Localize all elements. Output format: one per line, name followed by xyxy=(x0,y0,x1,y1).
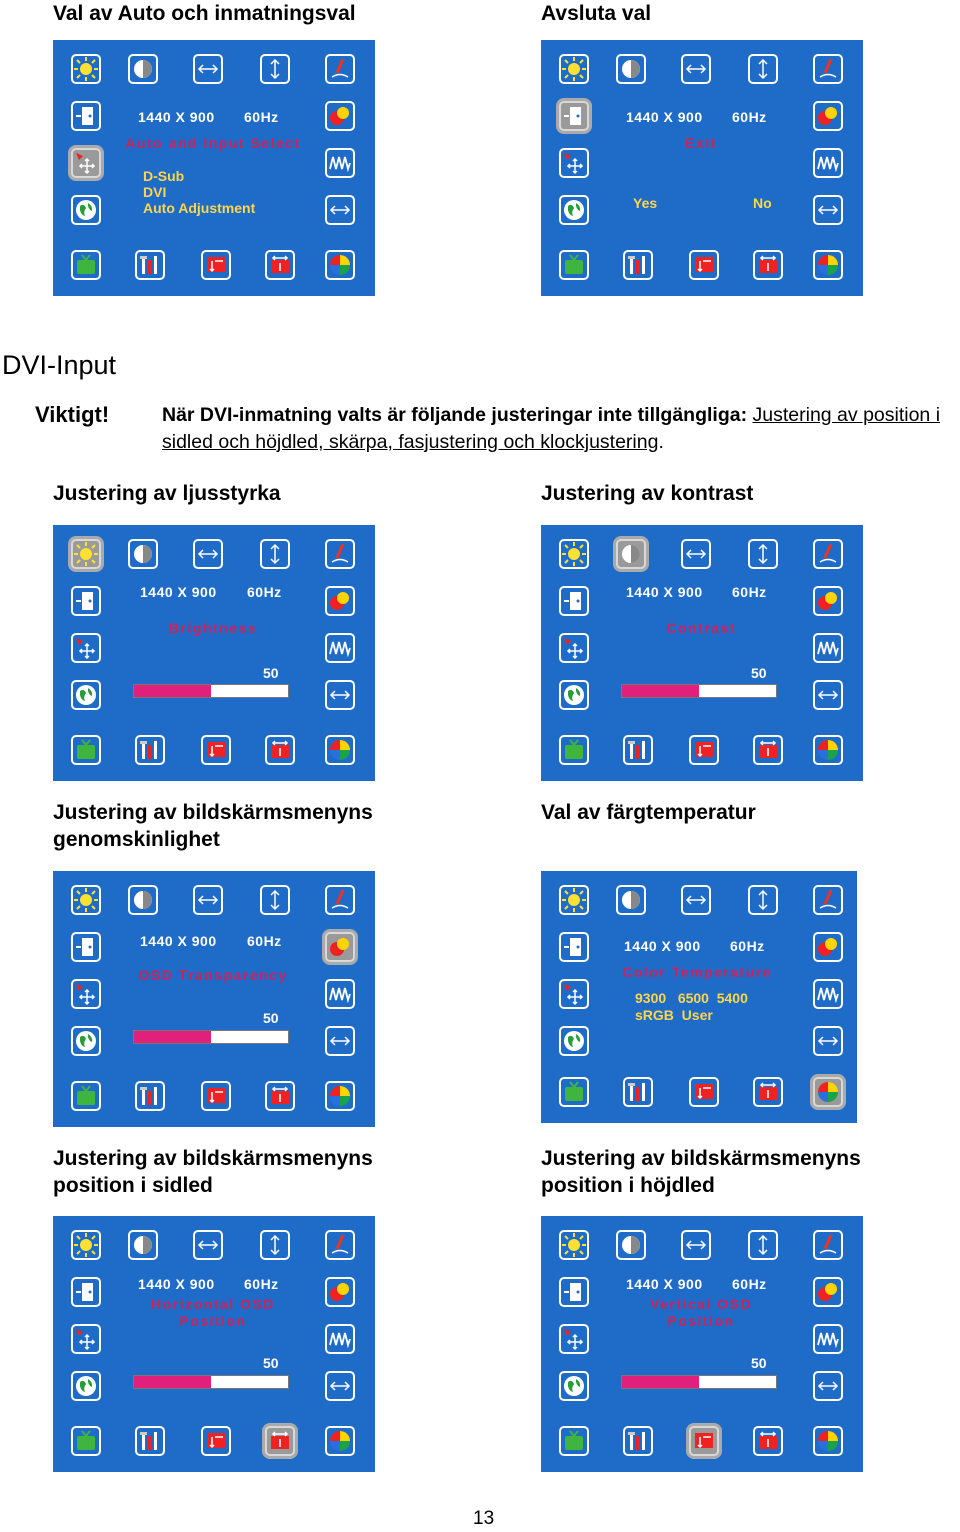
tv-icon xyxy=(559,250,589,280)
color-dots-icon xyxy=(813,932,843,962)
caption-color-temp: Val av färgtemperatur xyxy=(541,801,756,824)
arrows-flag-icon xyxy=(753,1426,783,1456)
osd-resolution: 1440 X 900 xyxy=(626,109,703,125)
pie-icon xyxy=(813,1426,843,1456)
pen-icon xyxy=(325,885,355,915)
horizontal-arrows-icon xyxy=(193,885,223,915)
osd-option-no: No xyxy=(753,195,772,211)
horizontal-arrows-icon xyxy=(813,1026,843,1056)
tools-icon xyxy=(623,250,653,280)
color-dots-icon xyxy=(813,1277,843,1307)
osd-temp-row2: sRGB User xyxy=(635,1007,713,1023)
color-dots-icon xyxy=(813,101,843,131)
osd-level-fill xyxy=(134,1031,211,1043)
pie-icon xyxy=(813,1077,843,1107)
osd-level-bar xyxy=(133,684,289,698)
door-icon xyxy=(559,586,589,616)
move-icon xyxy=(71,633,101,663)
globe-icon xyxy=(71,680,101,710)
globe-icon xyxy=(71,1371,101,1401)
osd-value: 50 xyxy=(751,665,767,681)
globe-icon xyxy=(559,1371,589,1401)
important-label: Viktigt! xyxy=(35,402,110,427)
flag-icon xyxy=(201,1426,231,1456)
sun-icon xyxy=(71,54,101,84)
osd-title: Color Temperature xyxy=(622,964,772,980)
pen-icon xyxy=(813,54,843,84)
sun-icon xyxy=(71,539,101,569)
caption-h-position: Justering av bildskärmsmenyns position i sidled xyxy=(53,1147,373,1197)
osd-title: Brightness xyxy=(168,620,258,636)
arrows-flag-icon xyxy=(265,1426,295,1456)
osd-resolution: 1440 X 900 xyxy=(140,933,217,949)
osd-refresh: 60Hz xyxy=(247,933,282,949)
caption-contrast: Justering av kontrast xyxy=(541,482,754,505)
wave-icon xyxy=(325,1324,355,1354)
door-icon xyxy=(71,1277,101,1307)
horizontal-arrows-icon xyxy=(813,195,843,225)
contrast-icon xyxy=(616,1230,646,1260)
vertical-arrows-icon xyxy=(748,539,778,569)
osd-title: Auto and Input Select xyxy=(125,135,301,151)
flag-icon xyxy=(689,735,719,765)
vertical-arrows-icon xyxy=(748,1230,778,1260)
osd-title: Contrast xyxy=(666,620,736,636)
wave-icon xyxy=(813,1324,843,1354)
sun-icon xyxy=(71,885,101,915)
move-icon xyxy=(71,979,101,1009)
globe-icon xyxy=(559,195,589,225)
horizontal-arrows-icon xyxy=(681,539,711,569)
move-icon xyxy=(71,1324,101,1354)
flag-icon xyxy=(201,250,231,280)
note-bold: När DVI-inmatning valts är följande justeringar inte tillgängliga: xyxy=(162,404,748,426)
osd-level-bar xyxy=(621,684,777,698)
caption-v-position: Justering av bildskärmsmenyns position i höjdled xyxy=(541,1147,861,1197)
tools-icon xyxy=(135,250,165,280)
arrows-flag-icon xyxy=(265,250,295,280)
osd-resolution: 1440 X 900 xyxy=(138,109,215,125)
osd-level-fill xyxy=(622,1376,699,1388)
door-icon xyxy=(71,586,101,616)
osd-refresh: 60Hz xyxy=(732,584,767,600)
horizontal-arrows-icon xyxy=(325,1371,355,1401)
sun-icon xyxy=(559,54,589,84)
section-title: DVI-Input xyxy=(2,350,117,380)
osd-level-bar xyxy=(621,1375,777,1389)
osd-auto-input xyxy=(53,40,375,296)
contrast-icon xyxy=(616,539,646,569)
move-icon xyxy=(559,633,589,663)
horizontal-arrows-icon xyxy=(193,1230,223,1260)
osd-contrast xyxy=(541,525,863,781)
move-icon xyxy=(559,1324,589,1354)
tools-icon xyxy=(623,1426,653,1456)
vertical-arrows-icon xyxy=(260,1230,290,1260)
contrast-icon xyxy=(128,885,158,915)
contrast-icon xyxy=(128,1230,158,1260)
osd-refresh: 60Hz xyxy=(244,1276,279,1292)
pie-icon xyxy=(325,1081,355,1111)
move-icon xyxy=(559,148,589,178)
flag-icon xyxy=(201,1081,231,1111)
caption-transparency: Justering av bildskärmsmenyns genomskinlighet xyxy=(53,801,373,851)
tools-icon xyxy=(135,1081,165,1111)
osd-level-fill xyxy=(622,685,699,697)
move-icon xyxy=(559,979,589,1009)
pen-icon xyxy=(325,1230,355,1260)
osd-refresh: 60Hz xyxy=(732,109,767,125)
tv-icon xyxy=(559,1426,589,1456)
osd-level-fill xyxy=(134,1376,211,1388)
wave-icon xyxy=(325,979,355,1009)
osd-resolution: 1440 X 900 xyxy=(140,584,217,600)
vertical-arrows-icon xyxy=(748,885,778,915)
globe-icon xyxy=(559,1026,589,1056)
horizontal-arrows-icon xyxy=(193,539,223,569)
osd-color-temp xyxy=(541,871,857,1123)
color-dots-icon xyxy=(325,101,355,131)
tools-icon xyxy=(135,735,165,765)
vertical-arrows-icon xyxy=(260,885,290,915)
globe-icon xyxy=(71,195,101,225)
pie-icon xyxy=(813,250,843,280)
pen-icon xyxy=(325,539,355,569)
globe-icon xyxy=(71,1026,101,1056)
wave-icon xyxy=(813,148,843,178)
osd-transparency xyxy=(53,871,375,1127)
tools-icon xyxy=(135,1426,165,1456)
tools-icon xyxy=(623,735,653,765)
tv-icon xyxy=(559,1077,589,1107)
wave-icon xyxy=(325,148,355,178)
color-dots-icon xyxy=(813,586,843,616)
tv-icon xyxy=(71,250,101,280)
horizontal-arrows-icon xyxy=(813,1371,843,1401)
tv-icon xyxy=(71,1081,101,1111)
door-icon xyxy=(559,932,589,962)
note-end: . xyxy=(658,431,664,453)
wave-icon xyxy=(813,979,843,1009)
sun-icon xyxy=(559,539,589,569)
osd-level-bar xyxy=(133,1375,289,1389)
tools-icon xyxy=(623,1077,653,1107)
osd-refresh: 60Hz xyxy=(247,584,282,600)
osd-brightness xyxy=(53,525,375,781)
caption-brightness: Justering av ljusstyrka xyxy=(53,482,281,505)
osd-h-position xyxy=(53,1216,375,1472)
pie-icon xyxy=(813,735,843,765)
pen-icon xyxy=(813,885,843,915)
door-icon xyxy=(71,932,101,962)
osd-v-position xyxy=(541,1216,863,1472)
tv-icon xyxy=(71,735,101,765)
arrows-flag-icon xyxy=(753,735,783,765)
osd-resolution: 1440 X 900 xyxy=(626,584,703,600)
pen-icon xyxy=(325,54,355,84)
contrast-icon xyxy=(128,539,158,569)
pie-icon xyxy=(325,250,355,280)
horizontal-arrows-icon xyxy=(813,680,843,710)
tv-icon xyxy=(559,735,589,765)
osd-refresh: 60Hz xyxy=(730,938,765,954)
vertical-arrows-icon xyxy=(260,539,290,569)
horizontal-arrows-icon xyxy=(681,1230,711,1260)
osd-title: Exit xyxy=(685,135,717,151)
flag-icon xyxy=(689,250,719,280)
vertical-arrows-icon xyxy=(748,54,778,84)
pie-icon xyxy=(325,1426,355,1456)
osd-resolution: 1440 X 900 xyxy=(626,1276,703,1292)
arrows-flag-icon xyxy=(265,735,295,765)
wave-icon xyxy=(325,633,355,663)
flag-icon xyxy=(201,735,231,765)
osd-value: 50 xyxy=(263,665,279,681)
osd-exit xyxy=(541,40,863,296)
caption-exit: Avsluta val xyxy=(541,2,652,25)
osd-title: Horizontal OSD Position xyxy=(151,1296,275,1329)
note-link: Justering av position i sidled och höjdled, skärpa, fasjustering och klockjustering xyxy=(162,404,941,453)
horizontal-arrows-icon xyxy=(325,1026,355,1056)
osd-temp-row1: 9300 6500 5400 xyxy=(635,990,748,1006)
color-dots-icon xyxy=(325,586,355,616)
osd-title: OSD Transparency xyxy=(138,967,288,983)
flag-icon xyxy=(689,1077,719,1107)
osd-resolution: 1440 X 900 xyxy=(138,1276,215,1292)
sun-icon xyxy=(71,1230,101,1260)
arrows-flag-icon xyxy=(753,250,783,280)
osd-resolution: 1440 X 900 xyxy=(624,938,701,954)
sun-icon xyxy=(559,885,589,915)
vertical-arrows-icon xyxy=(260,54,290,84)
osd-value: 50 xyxy=(263,1355,279,1371)
osd-level-fill xyxy=(134,685,211,697)
osd-level-bar xyxy=(133,1030,289,1044)
page-number: 13 xyxy=(473,1508,495,1529)
door-icon xyxy=(71,101,101,131)
sun-icon xyxy=(559,1230,589,1260)
contrast-icon xyxy=(616,885,646,915)
move-icon xyxy=(71,148,101,178)
osd-refresh: 60Hz xyxy=(244,109,279,125)
caption-auto-input: Val av Auto och inmatningsval xyxy=(53,2,356,25)
horizontal-arrows-icon xyxy=(681,885,711,915)
osd-options: D-Sub DVI Auto Adjustment xyxy=(143,168,256,216)
wave-icon xyxy=(813,633,843,663)
pie-icon xyxy=(325,735,355,765)
color-dots-icon xyxy=(325,1277,355,1307)
osd-option-yes: Yes xyxy=(633,195,658,211)
door-icon xyxy=(559,101,589,131)
horizontal-arrows-icon xyxy=(325,195,355,225)
horizontal-arrows-icon xyxy=(325,680,355,710)
horizontal-arrows-icon xyxy=(681,54,711,84)
arrows-flag-icon xyxy=(753,1077,783,1107)
contrast-icon xyxy=(616,54,646,84)
arrows-flag-icon xyxy=(265,1081,295,1111)
osd-value: 50 xyxy=(751,1355,767,1371)
osd-value: 50 xyxy=(263,1010,279,1026)
color-dots-icon xyxy=(325,932,355,962)
globe-icon xyxy=(559,680,589,710)
osd-refresh: 60Hz xyxy=(732,1276,767,1292)
horizontal-arrows-icon xyxy=(193,54,223,84)
contrast-icon xyxy=(128,54,158,84)
osd-title: Vertical OSD Position xyxy=(649,1296,753,1329)
tv-icon xyxy=(71,1426,101,1456)
pen-icon xyxy=(813,1230,843,1260)
flag-icon xyxy=(689,1426,719,1456)
important-note xyxy=(162,402,958,456)
door-icon xyxy=(559,1277,589,1307)
pen-icon xyxy=(813,539,843,569)
